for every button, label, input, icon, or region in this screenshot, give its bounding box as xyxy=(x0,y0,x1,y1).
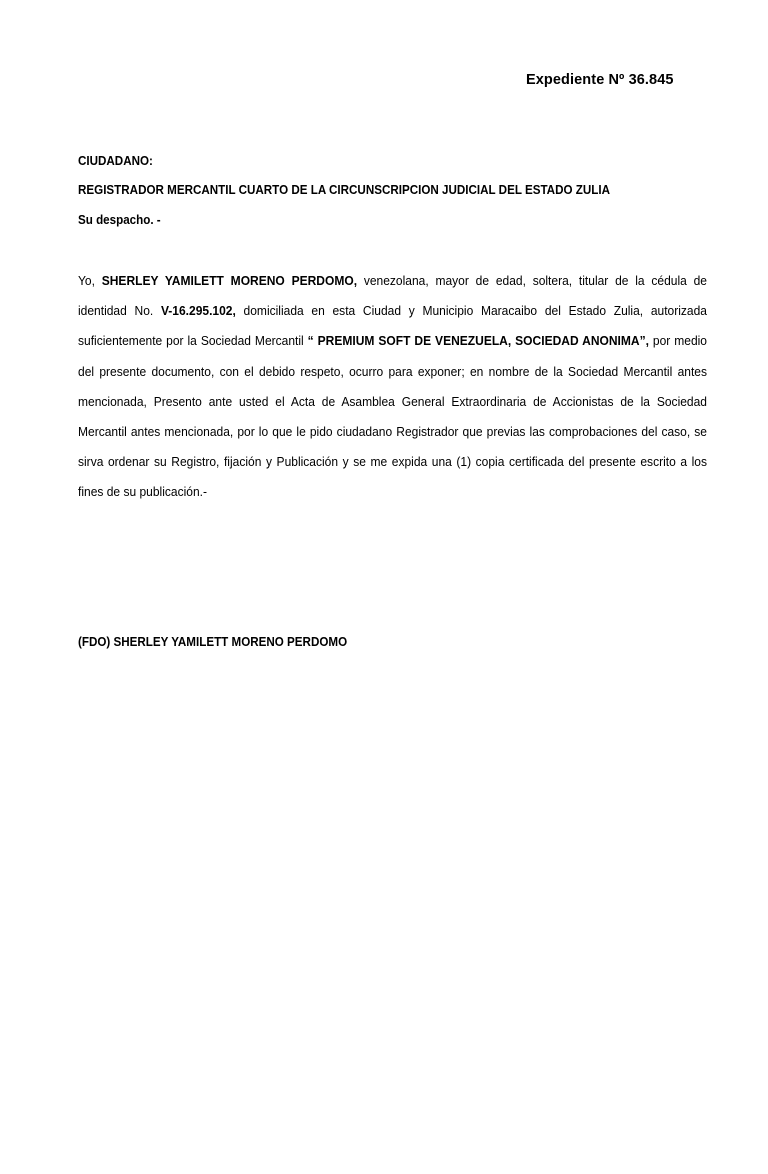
company-name: “ PREMIUM SOFT DE VENEZUELA, SOCIEDAD ANONIMA”, xyxy=(307,333,649,349)
body-text-part1: Yo, xyxy=(78,273,102,288)
addressee-name: REGISTRADOR MERCANTIL CUARTO DE LA CIRCUNSCRIPCION JUDICIAL DEL ESTADO ZULIA xyxy=(78,183,610,197)
cedula-number: V-16.295.102, xyxy=(160,303,236,319)
body-paragraph xyxy=(78,266,707,508)
signature-line: (FDO) SHERLEY YAMILETT MORENO PERDOMO xyxy=(78,635,348,649)
addressee-closing: Su despacho. - xyxy=(78,213,161,227)
addressee-title: CIUDADANO: xyxy=(78,154,153,168)
applicant-name: SHERLEY YAMILETT MORENO PERDOMO, xyxy=(101,273,358,288)
body-text-part4: por medio del presente documento, con el debido respeto, ocurro para exponer; en nombre de la Sociedad Mercantil antes mencionada, Presento ante usted el Acta de Asamblea General Extraordinaria de Accionistas de la Sociedad Mercantil antes mencionada, por lo que le pido ciudadano Registrador que previas las comprobaciones del caso, se sirva ordenar su Registro, fijación y Publicación y se me expida una (1) copia certificada del presente escrito a los fines de su publicación.- xyxy=(78,333,707,500)
body-text-part2: venezolana, mayor de edad, soltera, titular de la cédula de identidad No. xyxy=(78,273,707,319)
expediente-number: Expediente Nº 36.845 xyxy=(526,72,674,88)
body-text-part3: domiciliada en esta Ciudad y Municipio Maracaibo del Estado Zulia, autorizada suficientemente por la Sociedad Mercantil xyxy=(78,303,707,349)
